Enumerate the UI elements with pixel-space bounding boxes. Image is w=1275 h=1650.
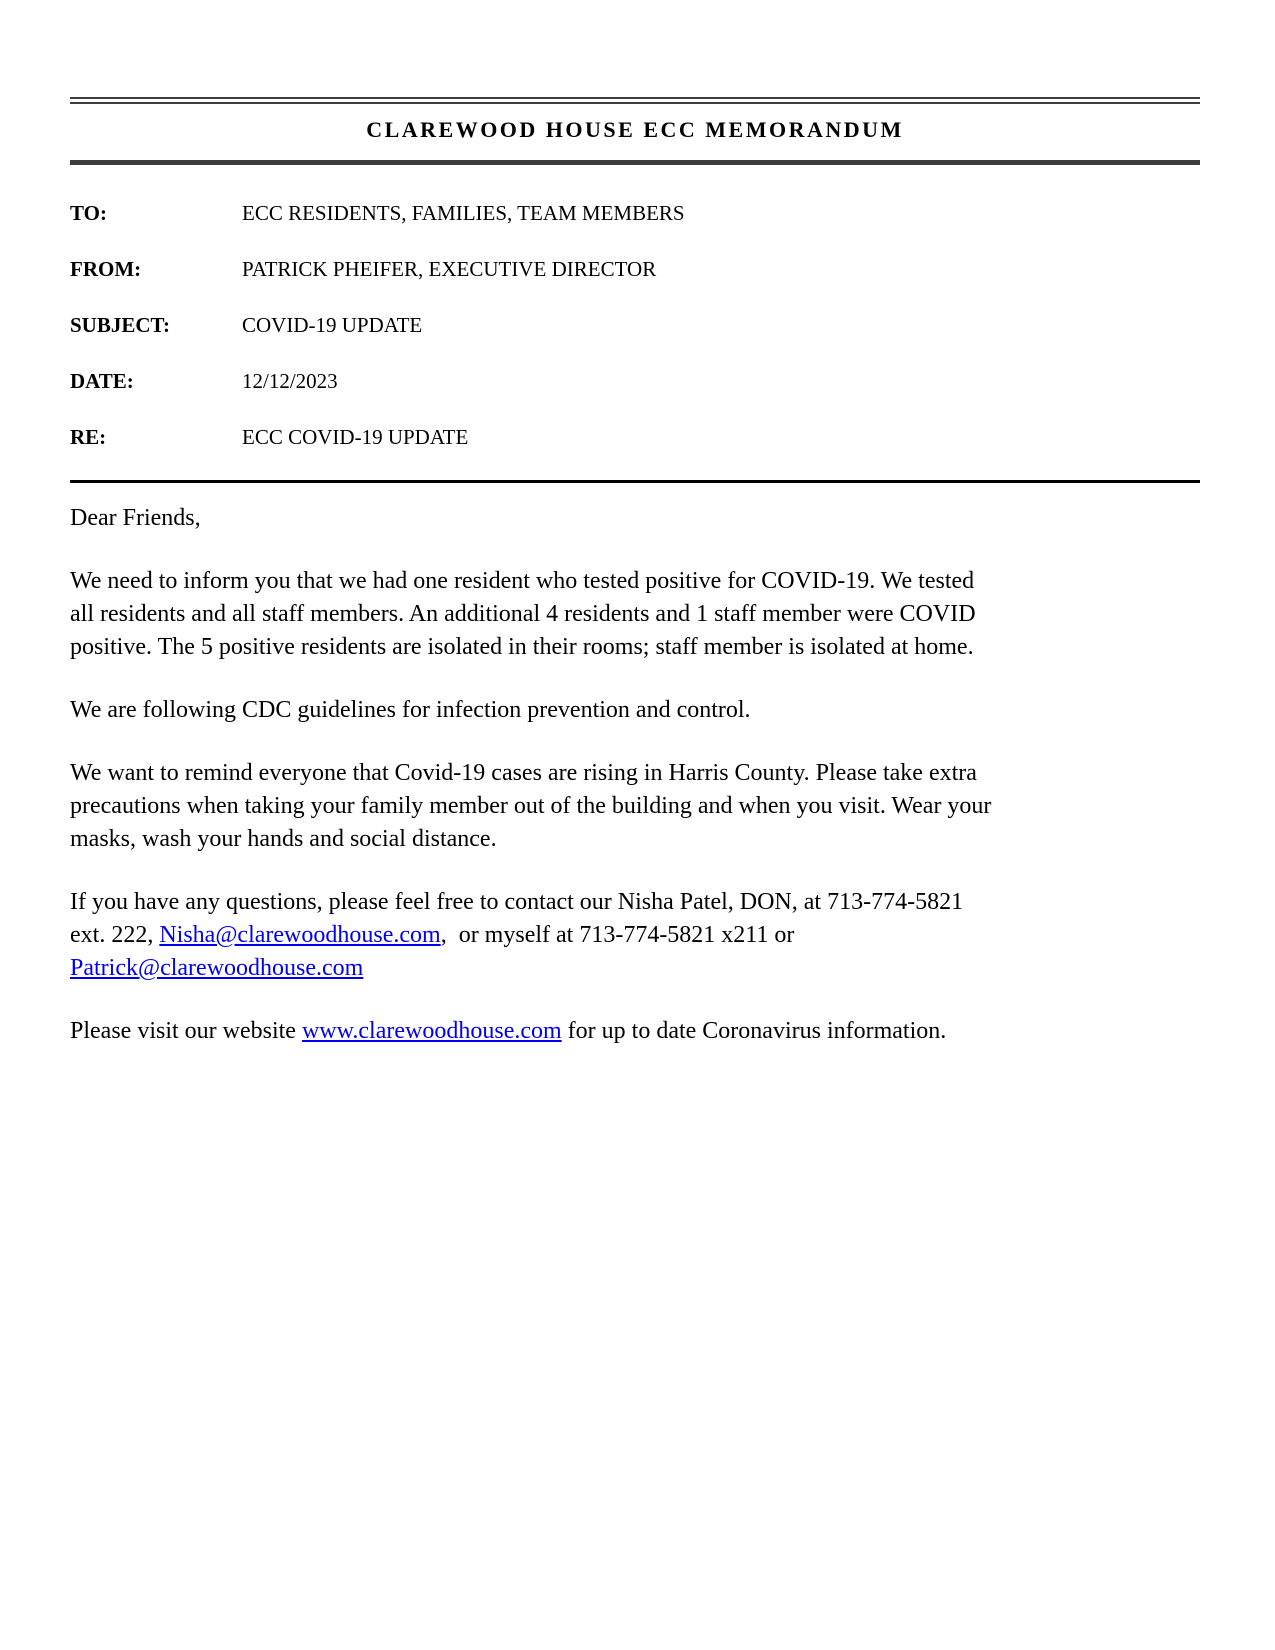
field-label: DATE: [70, 369, 134, 393]
body-text-run: positive. The 5 positive residents are isolated in their rooms; staff member is isolated at home. [70, 634, 974, 660]
body-text-run: , or myself at 713-774-5821 x211 or [440, 922, 795, 948]
nisha-email-link[interactable]: Nisha@clarewoodhouse.com [159, 922, 441, 948]
body-text-run: ext. 222, [70, 922, 160, 948]
contact-paragraph [70, 886, 1200, 985]
covid-case-paragraph [70, 565, 1200, 664]
field-label: TO: [70, 201, 107, 225]
memo-field-row-re [70, 424, 1200, 450]
body-text-run: Dear Friends, [70, 505, 201, 531]
title-top-double-rule [70, 97, 1200, 104]
field-value: COVID-19 UPDATE [242, 313, 423, 337]
memo-field-row-from [70, 256, 1200, 282]
memo-field-row-date [70, 368, 1200, 394]
body-text-run: masks, wash your hands and social distance. [70, 826, 497, 852]
memo-title-block [70, 97, 1200, 165]
memo-body [70, 502, 1200, 1048]
memo-field-row-to [70, 200, 1200, 226]
body-text-run: for up to date Coronavirus information. [561, 1018, 947, 1044]
body-text-run: We want to remind everyone that Covid-19 cases are rising in Harris County. Please take extra [70, 760, 977, 786]
field-label: SUBJECT: [70, 313, 170, 337]
body-text-run: We are following CDC guidelines for infection prevention and control. [70, 697, 751, 723]
field-value: ECC RESIDENTS, FAMILIES, TEAM MEMBERS [242, 201, 685, 225]
body-text-run: We need to inform you that we had one resident who tested positive for COVID-19. We tested [70, 568, 975, 594]
memo-title: CLAREWOOD HOUSE ECC MEMORANDUM [366, 117, 904, 142]
greeting-paragraph [70, 502, 1200, 535]
field-label: RE: [70, 425, 107, 449]
website-link[interactable]: www.clarewoodhouse.com [301, 1018, 562, 1044]
precautions-paragraph [70, 757, 1200, 856]
memo-field-row-subject [70, 312, 1200, 338]
body-text-run: all residents and all staff members. An additional 4 residents and 1 staff member were COVID [70, 601, 976, 627]
body-text-run: precautions when taking your family member out of the building and when you visit. Wear your [70, 793, 992, 819]
field-label: FROM: [70, 257, 142, 281]
field-value: 12/12/2023 [242, 369, 338, 393]
memo-header-fields [70, 200, 1200, 450]
cdc-guidelines-paragraph [70, 694, 1200, 727]
body-text-run: Please visit our website [70, 1018, 302, 1044]
patrick-email-link[interactable]: Patrick@clarewoodhouse.com [70, 955, 364, 981]
title-bottom-thick-rule [70, 160, 1200, 165]
body-text-run: If you have any questions, please feel free to contact our Nisha Patel, DON, at 713-774-5821 [70, 889, 964, 915]
website-paragraph [70, 1015, 1200, 1048]
header-body-divider [70, 480, 1200, 483]
field-value: PATRICK PHEIFER, EXECUTIVE DIRECTOR [242, 257, 657, 281]
field-value: ECC COVID-19 UPDATE [242, 425, 469, 449]
